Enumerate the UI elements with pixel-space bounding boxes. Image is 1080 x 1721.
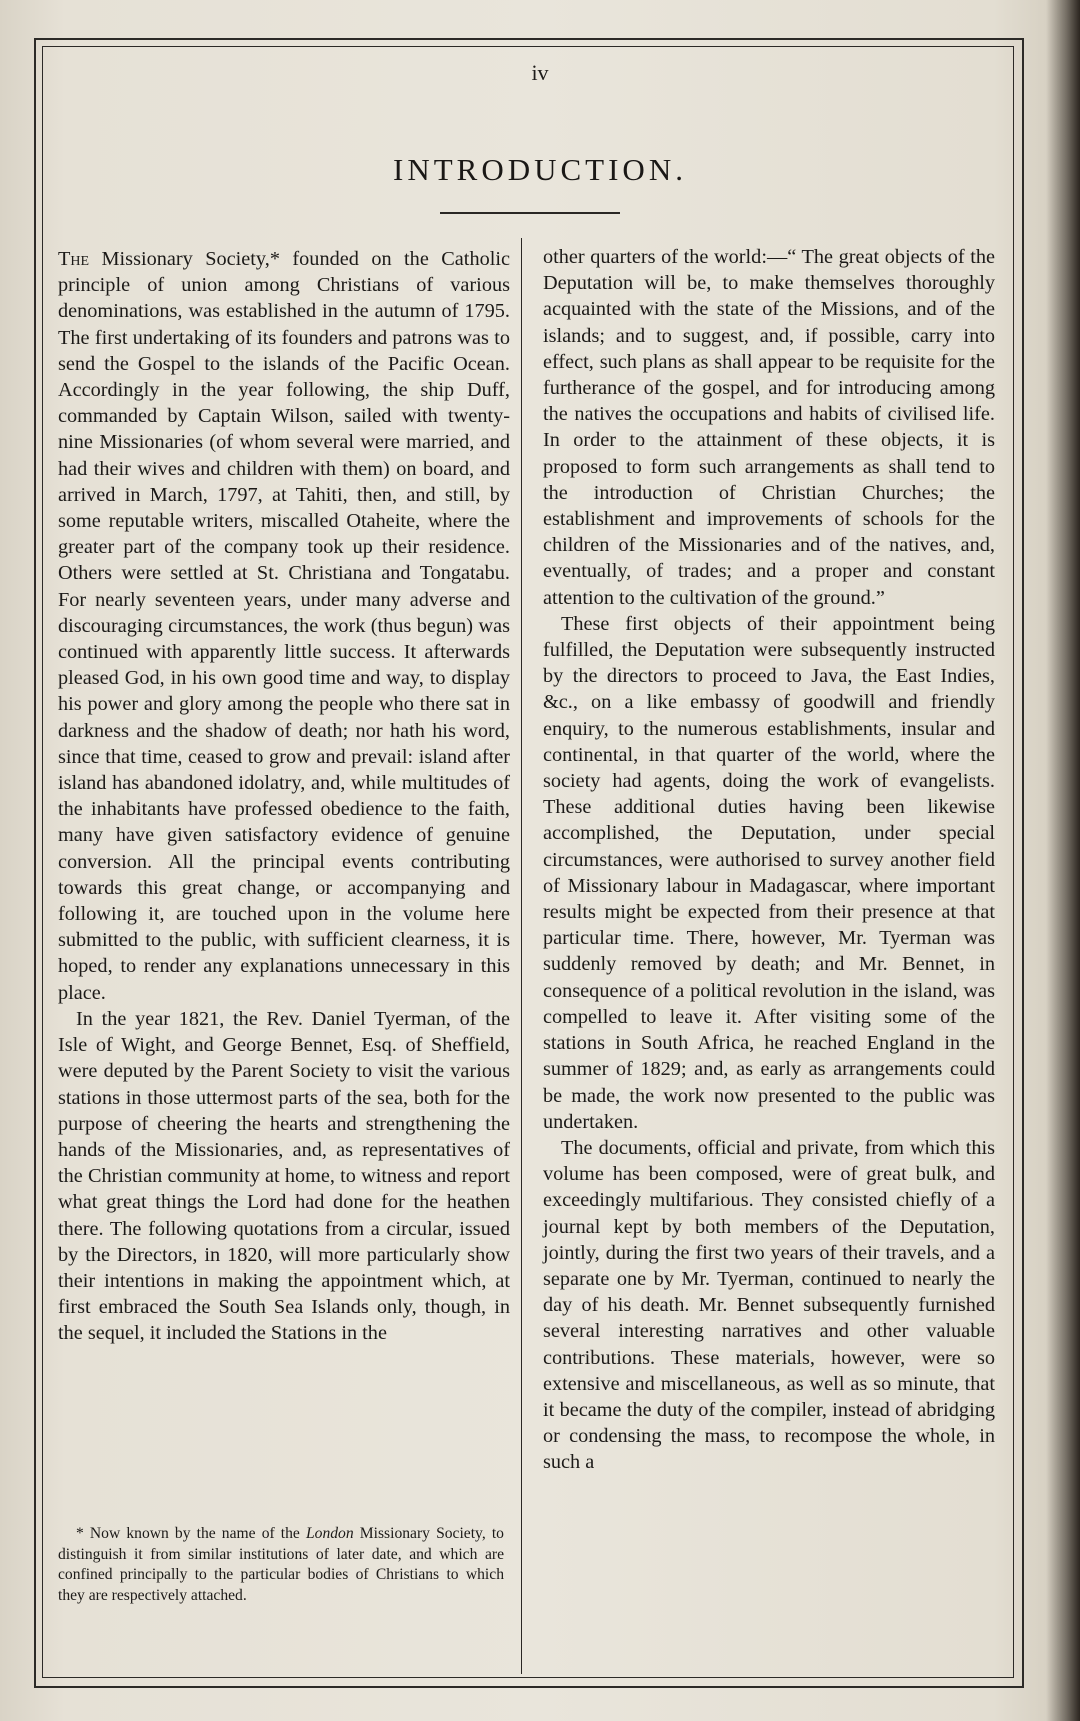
paragraph: In the year 1821, the Rev. Daniel Tyerman, of the Isle of Wight, and George Bennet, Esq. of Sheffield, were deputed by the Parent Society to visit the various stations in those uttermost parts of the sea, both for the purpose of cheering the hearts and strengthening the hands of the Missionaries, and, as representatives of the Christian community at home, to witness and report what great things the Lord had done for the heathen there. The following quotations from a circular, issued by the Directors, in 1820, will more particularly show their intentions in making the appointment which, at first embraced the South Sea Islands only, though, in the sequel, it included the Stations in the [58, 1007, 510, 1345]
paragraph: The documents, official and private, from which this volume has been composed, were of great bulk, and exceedingly multifarious. They consisted chiefly of a journal kept by both members of the Deputation, jointly, during the first two years of their travels, and a separate one by Mr. Tyerman, continued to nearly the day of his death. Mr. Bennet subsequently furnished several interesting narratives and other valuable contributions. These materials, however, were so extensive and miscellaneous, as well as so minute, that it became the duty of the compiler, instead of abridging or condensing the mass, to recompose the whole, in such a [543, 1136, 995, 1474]
column-divider [521, 238, 522, 1674]
footnote-text-end: Missionary Society, to distinguish it from similar institutions of later date, and which are confined principally to the particular bodies of Christians to which they are respectively attached. [58, 1525, 504, 1604]
page-title: INTRODUCTION. [393, 152, 687, 187]
footnote-text-start: * Now known by the name of the [76, 1525, 300, 1542]
footnote-italic-word: London [305, 1525, 354, 1542]
footnote-text [58, 1524, 504, 1606]
paragraph-text: Missionary Society,* founded on the Catholic principle of union among Christians of various denominations, was established in the autumn of 1795. The first undertaking of its founders and patrons was to send the Gospel to the islands of the Pacific Ocean. Accordingly in the year following, the ship Duff, commanded by Captain Wilson, sailed with twenty-nine Missionaries (of whom several were married, and had their wives and children with them) on board, and arrived in March, 1797, at Tahiti, then, and still, by some reputable writers, miscalled Otaheite, where the greater part of the company took up their residence. Others were settled at St. Christiana and Tongatabu. For nearly seventeen years, under many adverse and discouraging circumstances, the work (thus begun) was continued with apparently little success. It afterwards pleased God, in his own good time and way, to display his power and glory among the people who there sat in darkness and the shadow of death; nor hath his word, since that time, ceased to grow and prevail: island after island has abandoned idolatry, and, while multitudes of the inhabitants have professed obedience to the faith, many have given satisfactory evidence of genuine conversion. All the principal events contributing towards this great change, or accompanying and following it, are touched upon in the volume here submitted to the public, with sufficient clearness, it is hoped, to render any explanations unnecessary in this place. [58, 248, 510, 1004]
lead-word: The [58, 248, 90, 270]
paragraph [58, 246, 510, 1006]
paragraph: These first objects of their appointment being fulfilled, the Deputation were subsequently instructed by the directors to proceed to Java, the East Indies, &c., on a like embassy of goodwill and friendly enquiry, to the numerous establishments, insular and continental, in that quarter of the world, where the society had agents, doing the work of evangelists. These additional duties having been likewise accomplished, the Deputation, under special circumstances, were authorised to survey another field of Missionary labour in Madagascar, where important results might be expected from their presence at that particular time. There, however, Mr. Tyerman was suddenly removed by death; and Mr. Bennet, in consequence of a political revolution in the island, was compelled to leave it. After visiting some of the stations in South Africa, he reached England in the summer of 1829; and, as early as arrangements could be made, the work now presented to the public was undertaken. [543, 612, 995, 1133]
paragraph: other quarters of the world:—“ The great objects of the Deputation will be, to make themselves thoroughly acquainted with the state of the Missions, and of the islands; and to suggest, and, if possible, carry into effect, such plans as shall appear to be requisite for the furtherance of the gospel, and for introducing among the natives the occupations and habits of civilised life. In order to the attainment of these objects, it is proposed to form such arrangements as shall tend to the introduction of Christian Churches; the establishment and improvements of schools for the children of the Missionaries and of the natives, and, eventually, of trades; and a proper and constant attention to the cultivation of the ground.” [543, 246, 995, 609]
page-number: iv [531, 60, 549, 85]
right-column [543, 244, 995, 1476]
left-column [58, 246, 510, 1347]
title-rule [440, 212, 620, 214]
book-binding-shadow [1046, 0, 1080, 1721]
footnote [58, 1524, 504, 1606]
